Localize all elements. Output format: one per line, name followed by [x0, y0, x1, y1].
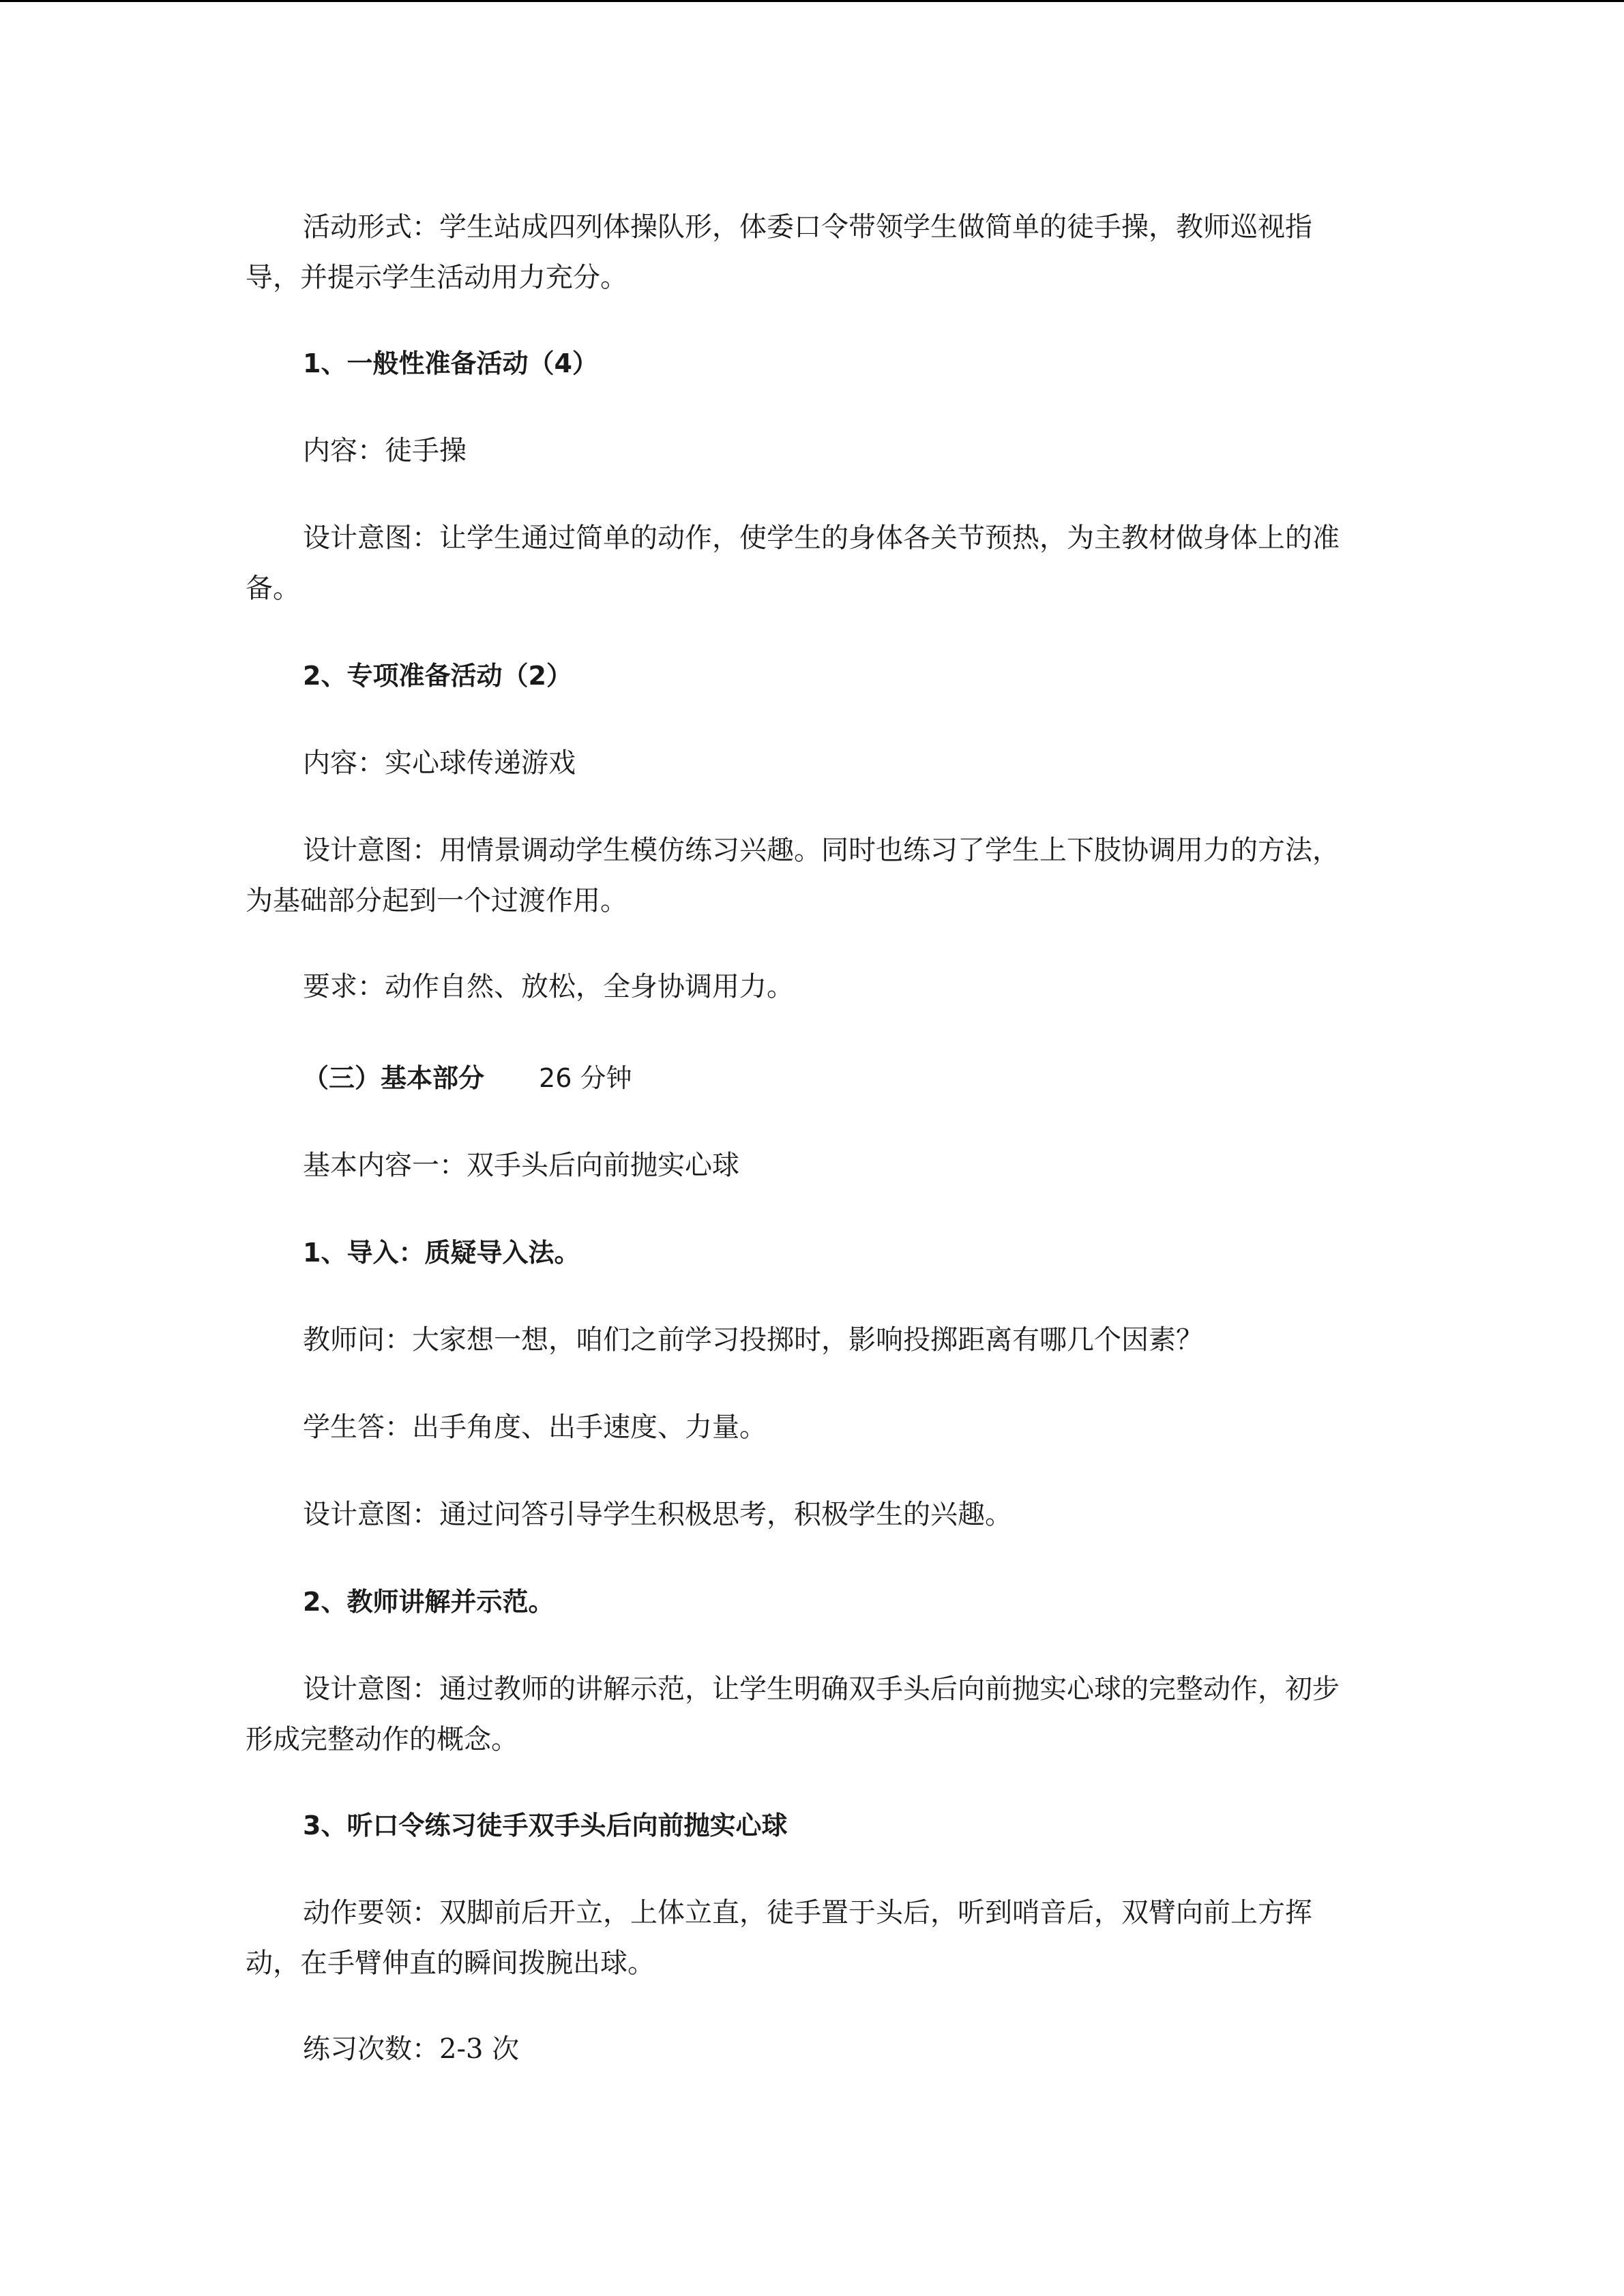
basic-part-title: （三）基本部分: [303, 1063, 485, 1093]
heading-general-warmup: 1、一般性准备活动（4）: [303, 348, 598, 378]
paragraph-action-essentials: 动作要领：双脚前后开立，上体立直，徒手置于头后，听到哨音后，双臂向前上方挥动，在手臂伸直的瞬间拨腕出球。: [246, 1897, 1312, 1979]
paragraph-design-intent-1: 设计意图：让学生通过简单的动作，使学生的身体各关节预热，为主教材做身体上的准备。: [246, 522, 1340, 604]
document-page: [246, 0, 1364, 2296]
heading-command-practice: 3、听口令练习徒手双手头后向前抛实心球: [303, 1810, 788, 1840]
paragraph-design-intent-3: 设计意图：通过问答引导学生积极思考，积极学生的兴趣。: [303, 1499, 1012, 1530]
paragraph-activity-form: 活动形式：学生站成四列体操队形，体委口令带领学生做简单的徒手操，教师巡视指导，并提示学生活动用力充分。: [246, 211, 1312, 293]
heading-teacher-demo: 2、教师讲解并示范。: [303, 1587, 555, 1617]
paragraph-teacher-question: 教师问：大家想一想，咱们之前学习投掷时，影响投掷距离有哪几个因素？: [303, 1324, 1203, 1356]
heading-basic-part: [246, 1053, 1364, 1103]
paragraph-basic-content-one: 基本内容一：双手头后向前抛实心球: [303, 1150, 739, 1181]
paragraph-design-intent-4: 设计意图：通过教师的讲解示范，让学生明确双手头后向前抛实心球的完整动作，初步形成完整动作的概念。: [246, 1673, 1340, 1755]
paragraph-practice-count: 练习次数：2-3 次: [303, 2033, 520, 2065]
paragraph-student-answer: 学生答：出手角度、出手速度、力量。: [303, 1412, 767, 1443]
paragraph-content-freehand: 内容：徒手操: [303, 435, 467, 466]
paragraph-content-ball-game: 内容：实心球传递游戏: [303, 747, 576, 779]
heading-special-warmup: 2、专项准备活动（2）: [303, 661, 572, 691]
paragraph-design-intent-2: 设计意图：用情景调动学生模仿练习兴趣。同时也练习了学生上下肢协调用力的方法，为基础部分起到一个过渡作用。: [246, 835, 1340, 916]
basic-part-duration: 26 分钟: [539, 1063, 632, 1093]
heading-introduction: 1、导入：质疑导入法。: [303, 1238, 580, 1268]
paragraph-requirements: 要求：动作自然、放松，全身协调用力。: [303, 971, 794, 1002]
